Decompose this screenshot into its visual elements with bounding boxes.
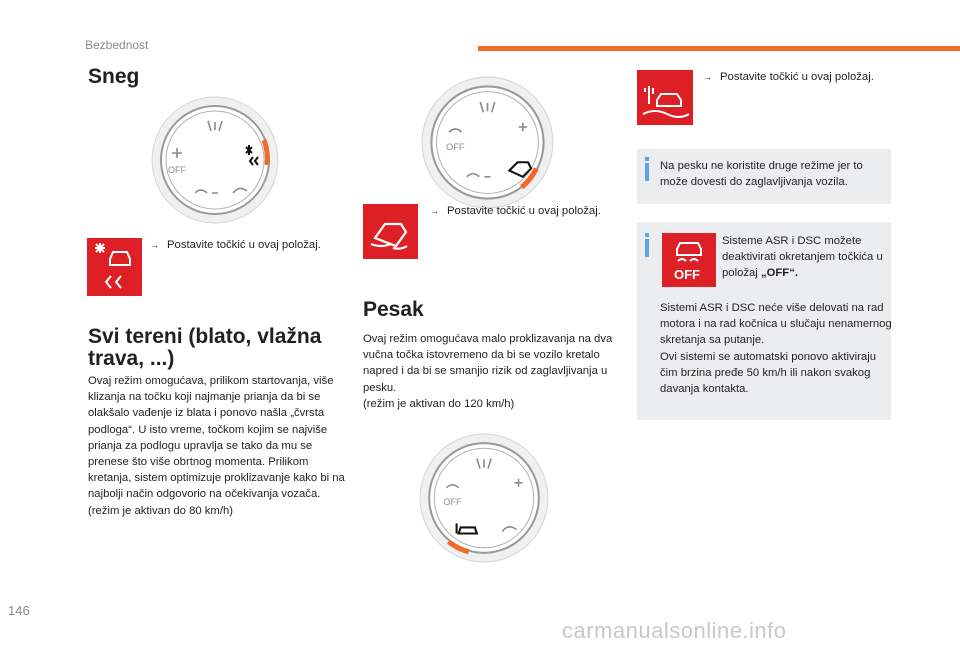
mud-step bbox=[430, 204, 601, 219]
info-sand-text: Na pesku ne koristite druge režime jer to može dovesti do zaglavljivanja vozila. bbox=[660, 160, 863, 189]
dial-snow bbox=[150, 95, 280, 225]
all-terrain-paragraph bbox=[88, 373, 348, 519]
snow-mode-icon bbox=[87, 238, 142, 296]
mud-mode-icon bbox=[363, 204, 418, 259]
dial-sand bbox=[418, 432, 550, 564]
info-bar bbox=[645, 163, 649, 181]
info-bar bbox=[645, 239, 649, 257]
heading-all-terrain: Svi tereni (blato, vlažna trava, ...) bbox=[88, 325, 322, 370]
snow-step bbox=[150, 238, 321, 253]
sand-speed-note: (režim je aktivan do 120 km/h) bbox=[363, 397, 515, 410]
all-terrain-text: Ovaj režim omogućava, prilikom startovanja, više klizanja na točku koji najmanje prianja da bi se olakšalo vađenje iz blata i ponovo našla „čvrsta podloga“. U isto vreme, točkom kojim se najviše prianja za podlogu upravlja se tako da mu se prenese što više obrtnog momenta. Prilikom kretanja, sistem optimizuje proklizavanje kako bi na najbolji način odgovorio na očekivanja vozača. bbox=[88, 375, 345, 501]
step-arrow-icon: → bbox=[703, 72, 712, 82]
info-off-text-b bbox=[660, 300, 892, 397]
off-icon-label: OFF bbox=[674, 267, 700, 282]
step-arrow-icon: → bbox=[430, 206, 439, 216]
info-off-text-a bbox=[722, 233, 890, 282]
sand-step bbox=[703, 70, 874, 85]
section-label: Bezbednost bbox=[85, 38, 149, 52]
snow-step-text: Postavite točkić u ovaj položaj. bbox=[167, 239, 321, 251]
dial-mud bbox=[420, 75, 555, 210]
all-terrain-speed-note: (režim je aktivan do 80 km/h) bbox=[88, 504, 234, 517]
heading-sand: Pesak bbox=[363, 298, 424, 321]
dial-sand-off-label: OFF bbox=[443, 497, 462, 508]
watermark: carmanualsonline.info bbox=[562, 618, 787, 643]
sand-text: Ovaj režim omogućava malo proklizavanja na dva vučna točka istovremeno da bi se vozilo kretalo napred i da bi se smanjio rizik od zaglavljivanja u pesku. bbox=[363, 333, 613, 394]
info-icon bbox=[645, 233, 649, 237]
sand-paragraph bbox=[363, 331, 613, 412]
step-arrow-icon: → bbox=[150, 240, 159, 250]
sand-step-text: Postavite točkić u ovaj položaj. bbox=[720, 71, 874, 83]
mud-step-text: Postavite točkić u ovaj položaj. bbox=[447, 205, 601, 217]
dial-mud-off-label: OFF bbox=[445, 141, 465, 152]
traction-off-icon bbox=[662, 233, 716, 287]
info-off-text-a-bold: „OFF“. bbox=[760, 267, 798, 280]
header-accent-bar bbox=[478, 46, 960, 51]
heading-snow: Sneg bbox=[88, 65, 140, 88]
page-number: 146 bbox=[8, 603, 30, 618]
info-icon bbox=[645, 157, 649, 161]
sand-mode-icon bbox=[637, 70, 693, 125]
info-off-text-a-main: Sisteme ASR i DSC možete deaktivirati okretanjem točkića u položaj bbox=[722, 235, 883, 280]
info-off-text-b1: Sistemi ASR i DSC neće više delovati na rad motora i na rad kočnica u slučaju nenamernog skretanja sa putanje. bbox=[660, 302, 892, 347]
info-off-text-b2: Ovi sistemi se automatski ponovo aktiviraju čim brzina pređe 50 km/h ili nakon svakog davanja kontakta. bbox=[660, 350, 876, 396]
dial-snow-off-label: OFF bbox=[168, 165, 186, 175]
